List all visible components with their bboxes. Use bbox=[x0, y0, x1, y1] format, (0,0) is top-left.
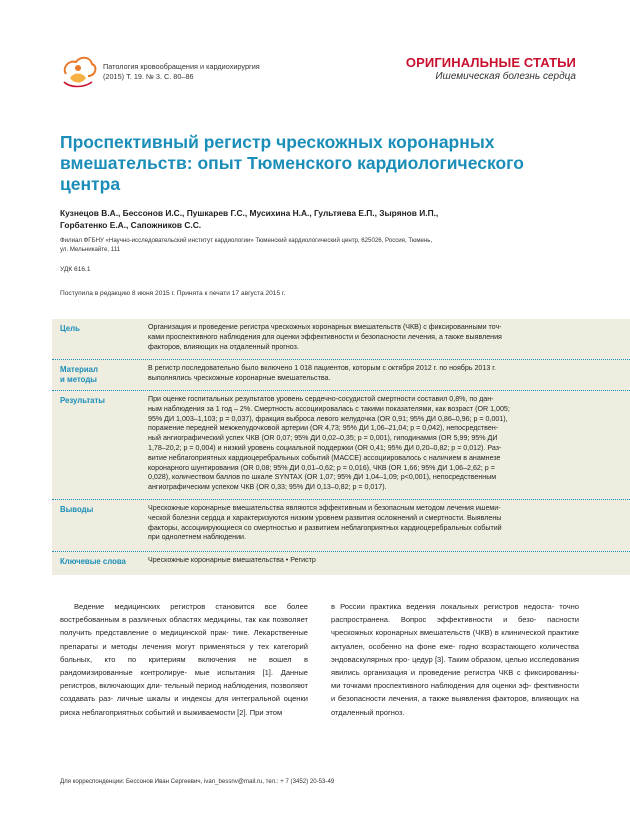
section-heading bbox=[406, 55, 576, 84]
authors-line: Горбатенко Е.А., Сапожников С.С. bbox=[60, 220, 202, 230]
abstract-line: 0,028), количеством баллов по шкале SYNTAX (OR 1,07; 95% ДИ 1,04–1,09; p<0,001), непосредственным bbox=[148, 473, 497, 482]
abstract-line: Организация и проведение регистра чрескожных коронарных вмешательств (ЧКВ) с фиксированными точ- bbox=[148, 323, 502, 331]
body-line: тельный период наблюдения, позволяют создавать раз- bbox=[60, 681, 308, 704]
body-line: включения не вошел в рандомизированные контролируе- bbox=[60, 654, 308, 678]
affiliation bbox=[60, 236, 580, 254]
abstract-label: Результаты bbox=[60, 396, 105, 405]
abstract-label-line: и методы bbox=[60, 375, 97, 384]
title-line: Проспективный регистр чрескожных коронарных bbox=[60, 132, 495, 152]
abstract-line: 1,78–20,2; p = 0,004) и низкий уровень социальной поддержки (OR 0,41; 95% ДИ 0,20–0,82; p = 0,012). Раз- bbox=[148, 443, 502, 452]
abstract-label bbox=[60, 365, 98, 385]
body-line: востребованным в различных областях медицины, так как bbox=[60, 615, 270, 625]
body-line: мые испытания [1]. Данные регистров, включающих дли- bbox=[60, 668, 308, 691]
journal-citation bbox=[103, 62, 260, 82]
affiliation-line: Филиал ФГБНУ «Научно-исследовательский институт кардиологии» Тюменский кардиологический центр, 625026, Россия, Тюмень, bbox=[60, 237, 433, 244]
body-line: применяться у тех категорий больных, кто по критериям bbox=[60, 641, 308, 664]
abstract-line: при однолетнем наблюдении. bbox=[148, 533, 246, 542]
abstract-row-results bbox=[52, 391, 630, 499]
body-line: цедур [3]. Таким образом, целью исследования явились bbox=[331, 654, 579, 678]
abstract-line: ками проспективного наблюдения для оценки эффективности и безопасности лечения, а также выявления bbox=[148, 332, 502, 341]
abstract-line: поражение передней межжелудочковой артерии (OR 4,73; 95% ДИ 1,06–21,04; p = 0,042), непосредствен- bbox=[148, 424, 499, 433]
abstract-label: Ключевые слова bbox=[60, 557, 126, 566]
abstract-line: факторов, влияющих на отдаленный прогноз. bbox=[148, 342, 299, 351]
abstract-line: коронарного шунтирования (OR 0,08; 95% ДИ 0,01–0,62; p = 0,016), ЧКВ (OR 1,66; 95% ДИ 1,06–2,62; p = bbox=[148, 463, 495, 472]
body-column-left bbox=[60, 600, 308, 719]
abstract-row-aim bbox=[52, 319, 630, 359]
received-dates: Поступила в редакцию 8 июня 2015 г. Принята к печати 17 августа 2015 г. bbox=[60, 290, 286, 297]
abstract-line: ный ангиографический успех ЧКВ (OR 0,07; 95% ДИ 0,02–0,35; p = 0,001), гиподинамия (OR 5,99; 95% ДИ bbox=[148, 434, 498, 443]
abstract-label-line: Материал bbox=[60, 365, 98, 374]
author-list bbox=[60, 207, 580, 231]
abstract-text bbox=[148, 395, 622, 493]
correspondence-footer: Для корреспонденции: Бессонов Иван Сергеевич, ivan_bessnv@mail.ru, тел.: + 7 (3452) 20-53-49 bbox=[60, 778, 335, 785]
body-line: позволяет получить представление о медицинской прак- bbox=[60, 615, 308, 638]
body-line: организация и проведение регистра ЧКВ с фиксированны- bbox=[363, 668, 579, 678]
body-line: неблагоприятных событий и выживаемости [2]. При этом bbox=[81, 707, 283, 717]
abstract-text bbox=[148, 364, 622, 384]
journal-name: Патология кровообращения и кардиохирургия bbox=[103, 62, 260, 71]
abstract-box bbox=[52, 319, 630, 575]
article-title bbox=[60, 132, 580, 195]
abstract-line: При оценке госпитальных результатов уровень сердечно-сосудистой смертности составил 0,8%, по дан- bbox=[148, 395, 494, 403]
abstract-row-keywords bbox=[52, 552, 630, 574]
title-line: центра bbox=[60, 174, 121, 194]
body-line: тике. Лекарственные препараты и методы лечения могут bbox=[60, 628, 308, 651]
body-line: Ведение медицинских регистров становится все более bbox=[74, 602, 308, 611]
keywords-line: Чрескожные коронарные вмешательства • Регистр bbox=[148, 556, 316, 564]
body-line: факторов, влияющих на отдаленный прогноз. bbox=[331, 694, 579, 717]
journal-logo bbox=[60, 54, 98, 90]
abstract-line: ангиографическим успехом ЧКВ (OR 0,33; 95% ДИ 0,13–0,82; p = 0,017). bbox=[148, 483, 387, 492]
body-line: личные шкалы и индексы для интегральной оценки риска bbox=[60, 694, 308, 717]
abstract-text bbox=[148, 323, 622, 352]
affiliation-line: ул. Мельникайте, 111 bbox=[60, 246, 121, 253]
abstract-row-methods bbox=[52, 360, 630, 390]
abstract-label: Выводы bbox=[60, 505, 94, 514]
body-line: ми точками проспективного наблюдения для оценки эф- bbox=[331, 681, 532, 691]
udk-code: УДК 616.1 bbox=[60, 266, 91, 273]
body-line: годно возрастающего количества эндоваскулярных про- bbox=[331, 641, 579, 664]
abstract-line: Чрескожные коронарные вмешательства являются эффективным и безопасным методом лечения ишеми- bbox=[148, 504, 501, 512]
abstract-line: ческой болезни сердца и характеризуются низким уровнем развития осложнений и смертности. Выявлены bbox=[148, 513, 502, 522]
body-line: точно распространена. Вопрос эффективности и безо- bbox=[331, 602, 579, 625]
body-line: в России практика ведения локальных регистров недоста- bbox=[331, 602, 555, 611]
abstract-line: выполнялись чрескожные коронарные вмешательства. bbox=[148, 373, 331, 382]
section-title: ОРИГИНАЛЬНЫЕ СТАТЬИ bbox=[405, 55, 576, 70]
journal-issue: (2015) Т. 19. № 3. С. 80–86 bbox=[103, 72, 194, 81]
abstract-line: В регистр последовательно было включено 1 018 пациентов, которым с октября 2012 г. по ноябрь 2013 г. bbox=[148, 364, 496, 372]
body-line: клинической практике актуален, особенно на фоне еже- bbox=[331, 628, 579, 651]
abstract-text bbox=[148, 556, 622, 566]
body-line: пасности чрескожных коронарных вмешательств (ЧКВ) в bbox=[331, 615, 579, 638]
body-line: фективности и безопасности лечения, а также выявления bbox=[331, 681, 579, 704]
abstract-label: Цель bbox=[60, 324, 80, 333]
abstract-line: ным наблюдения за 1 год – 2%. Смертность ассоциировалась с такими показателями, как возраст (OR 1,005; bbox=[148, 404, 510, 413]
body-column-right bbox=[331, 600, 579, 719]
abstract-text bbox=[148, 504, 622, 543]
abstract-row-conclusions bbox=[52, 500, 630, 550]
abstract-line: витие неблагоприятных кардиоцеребральных событий (МАССЕ) ассоциировалось с наличием в анамнезе bbox=[148, 453, 501, 462]
title-line: вмешательств: опыт Тюменского кардиологического bbox=[60, 153, 524, 173]
abstract-line: 95% ДИ 1,003–1,103; p = 0,037), фракция выброса левого желудочка (OR 0,91; 95% ДИ 0,86–0,96; p = 0,001), bbox=[148, 414, 508, 423]
section-subtitle: Ишемическая болезнь сердца bbox=[435, 71, 576, 82]
authors-line: Кузнецов В.А., Бессонов И.С., Пушкарев Г.С., Мусихина Н.А., Гультяева Е.П., Зырянов И.П., bbox=[60, 208, 439, 218]
abstract-line: факторы, ассоциирующиеся со смертностью и развитием неблагоприятных кардиоцеребральных событий bbox=[148, 523, 502, 532]
